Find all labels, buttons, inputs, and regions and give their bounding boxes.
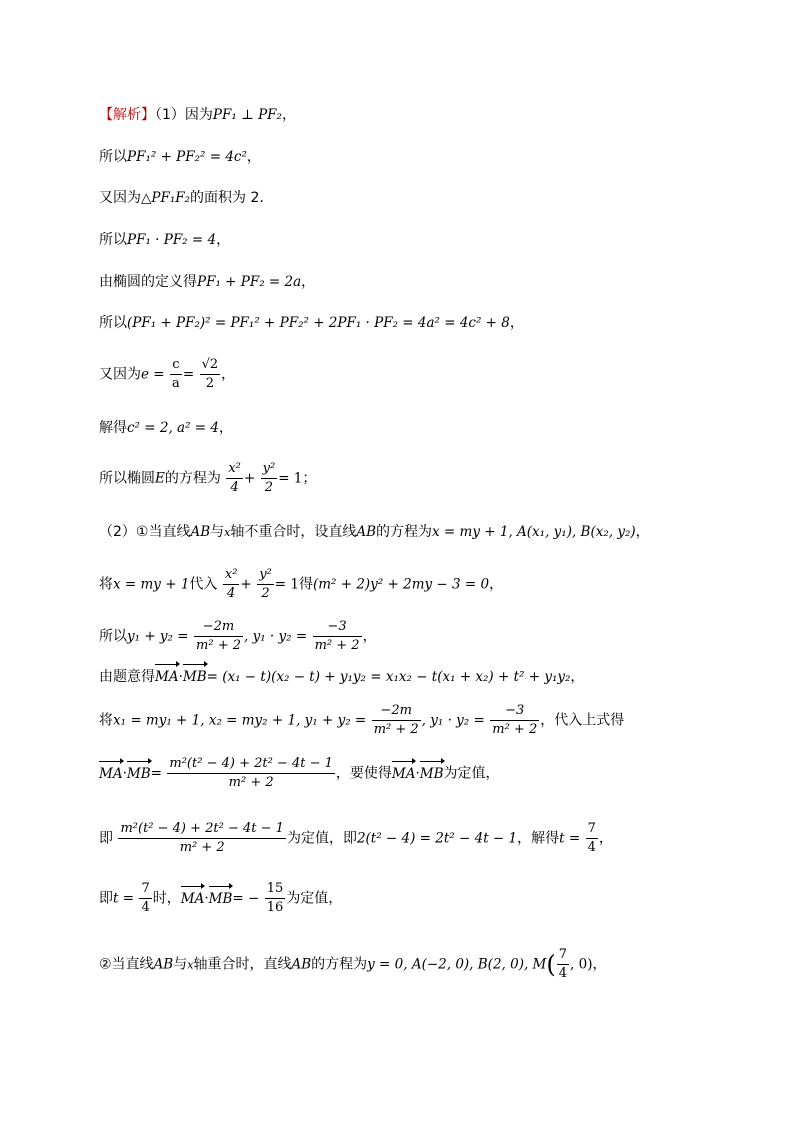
text: ，: [570, 669, 585, 685]
solution-line-3: [99, 188, 264, 208]
analysis-tag: 【解析】: [99, 107, 155, 123]
solution-line-2: [99, 147, 261, 167]
math: x₁ = my₁ + 1, x₂ = my₂ + 1, y₁ + y₂ =: [113, 712, 367, 729]
math: t =: [113, 890, 135, 907]
math: x: [187, 958, 194, 972]
vector-MB: MB: [208, 890, 233, 907]
math: PF₁ ⊥ PF₂: [212, 107, 282, 123]
solution-line-14: [99, 702, 624, 739]
math: =: [150, 765, 162, 782]
fraction: $\frac{\text{m²(t² − 4) + 2t² − 4t − 1}}{\text{m² + 2}}$: [120, 821, 284, 855]
math: ·: [122, 765, 127, 782]
fraction: $\frac{7}{4}$: [558, 947, 568, 981]
text: 所以: [99, 149, 127, 165]
math: x: [224, 526, 231, 539]
text: 将: [99, 576, 113, 593]
solution-line-16: [99, 820, 613, 857]
text: 的方程为: [376, 524, 433, 540]
math: PF₁² + PF₂² = 4c²: [127, 149, 247, 165]
fraction: $\frac{7}{4}$: [141, 881, 150, 915]
vector-MA: MA: [99, 765, 123, 782]
solution-line-17: [99, 880, 342, 917]
text: 时，: [152, 890, 181, 907]
text: ，: [489, 576, 504, 593]
text: ，: [216, 232, 231, 248]
text: 所以: [99, 315, 127, 331]
math: y₁ + y₂ =: [127, 628, 189, 645]
solution-line-15: [99, 755, 500, 792]
math: ·: [415, 765, 420, 782]
fraction: $\frac{-2m}{\text{m² + 2}}$: [196, 619, 241, 653]
math: AB: [190, 524, 211, 540]
math: 2(t² − 4) = 2t² − 4t − 1: [356, 830, 518, 847]
text: 所以: [99, 232, 127, 248]
text: 的方程为: [164, 470, 221, 487]
text: 即: [99, 830, 113, 847]
math: E: [155, 470, 165, 487]
text: 得: [298, 576, 313, 593]
math: = 1: [278, 470, 303, 487]
vector-MB: MB: [182, 669, 207, 685]
solution-line-9: [99, 460, 316, 497]
math: (PF₁ + PF₂)² = PF₁² + PF₂² + 2PF₁ · PF₂ = 4a² = 4c² + 8: [127, 315, 510, 331]
text: 又因为: [99, 190, 141, 206]
text: ，: [635, 524, 650, 540]
math: =: [182, 366, 195, 383]
text: ，: [362, 628, 377, 645]
math: , y₁ · y₂ =: [244, 628, 308, 645]
text: ，: [281, 107, 296, 123]
text: ，解得: [517, 830, 560, 847]
text: 轴重合时，直线: [193, 956, 292, 973]
vector-MA: MA: [155, 669, 179, 685]
math: e =: [141, 366, 165, 383]
text: 由椭圆的定义得: [99, 274, 197, 290]
math: = −: [232, 890, 260, 907]
fraction: $\frac{\text{y²}}{2}$: [259, 567, 272, 601]
text: 解得: [99, 420, 127, 436]
fraction: $\frac{15}{16}$: [266, 881, 284, 915]
vector-MB: MB: [126, 765, 151, 782]
solution-line-10: [99, 522, 650, 543]
math: x = my + 1, A(x₁, y₁), B(x₂, y₂): [432, 524, 636, 540]
fraction: $\frac{\text{x²}}{4}$: [228, 461, 241, 495]
text: 的面积为 2.: [190, 190, 264, 206]
math: +: [240, 576, 252, 593]
math: AB: [291, 956, 312, 973]
text: 为定值，即: [286, 830, 357, 847]
text: ，: [509, 315, 524, 331]
math: y = 0, A(−2, 0), B(2, 0), M: [367, 956, 547, 973]
math: ·: [204, 890, 209, 907]
text: ②当直线: [99, 956, 154, 973]
text: ，要使得: [335, 765, 392, 782]
text: ，: [592, 956, 607, 973]
solution-line-5: [99, 272, 315, 292]
solution-line-4: [99, 230, 230, 250]
fraction: $\frac{c}{a}$: [172, 357, 180, 391]
text: 所以: [99, 628, 127, 645]
fraction: $\frac{-2m}{\text{m² + 2}}$: [373, 703, 419, 737]
text: ，: [246, 149, 261, 165]
text: 为定值，: [443, 765, 500, 782]
text: 的方程为: [311, 956, 368, 973]
math: (: [546, 950, 556, 979]
text: （2）①当直线: [99, 524, 191, 540]
math: AB: [356, 524, 377, 540]
text: 与: [173, 956, 188, 973]
solution-line-8: [99, 418, 233, 438]
solution-line-1: [99, 105, 296, 125]
text: ，: [218, 420, 233, 436]
vector-MA: MA: [180, 890, 205, 907]
text: 轴不重合时，设直线: [230, 524, 357, 540]
math: = (x₁ − t)(x₂ − t) + y₁y₂ = x₁x₂ − t(x₁ + x₂) + t² + y₁y₂: [206, 669, 571, 685]
math: t =: [559, 830, 581, 847]
fraction: $\frac{7}{4}$: [587, 821, 596, 855]
solution-line-6: [99, 313, 524, 333]
math: , y₁ · y₂ =: [421, 712, 485, 729]
text: 将: [99, 712, 113, 729]
fraction: $\frac{\text{m²(t² − 4) + 2t² − 4t − 1}}{\text{m² + 2}}$: [169, 756, 333, 790]
math: PF₁ + PF₂ = 2a: [197, 274, 302, 290]
math: AB: [153, 956, 174, 973]
text: 为定值，: [286, 890, 343, 907]
fraction: $\frac{\text{y²}}{2}$: [262, 461, 276, 495]
text: ，代入上式得: [540, 712, 625, 729]
math: , 0): [570, 956, 593, 973]
solution-line-11: [99, 566, 503, 603]
solution-line-13: [99, 667, 584, 687]
math: x = my + 1: [113, 576, 190, 593]
text: ，: [301, 274, 316, 290]
fraction: $\frac{-3}{\text{m² + 2}}$: [314, 619, 360, 653]
math: c² = 2, a² = 4: [127, 420, 219, 436]
fraction: $\frac{\text{x²}}{4}$: [224, 567, 238, 601]
math: PF₁ · PF₂ = 4: [127, 232, 217, 248]
text: 代入: [189, 576, 218, 593]
text: ，: [221, 366, 236, 383]
text: ；: [302, 470, 317, 487]
solution-line-12: [99, 618, 377, 655]
math: +: [243, 470, 256, 487]
math: (m² + 2)y² + 2my − 3 = 0: [312, 576, 490, 593]
text: 又因为: [99, 366, 141, 383]
text: 与: [210, 524, 225, 540]
fraction: $\frac{√2}{2}$: [201, 357, 219, 391]
vector-MB: MB: [419, 765, 444, 782]
math: = 1: [274, 576, 299, 593]
text: 由题意得: [99, 669, 155, 685]
text: （1）因为: [155, 107, 213, 123]
solution-line-18: [99, 946, 607, 983]
text: 所以椭圆: [99, 470, 155, 487]
math: ·: [178, 669, 183, 685]
text: ，: [598, 830, 613, 847]
fraction: $\frac{-3}{\text{m² + 2}}$: [492, 703, 538, 737]
solution-line-7: [99, 356, 235, 393]
vector-MA: MA: [391, 765, 416, 782]
math: △PF₁F₂: [141, 190, 191, 206]
text: 即: [99, 890, 113, 907]
